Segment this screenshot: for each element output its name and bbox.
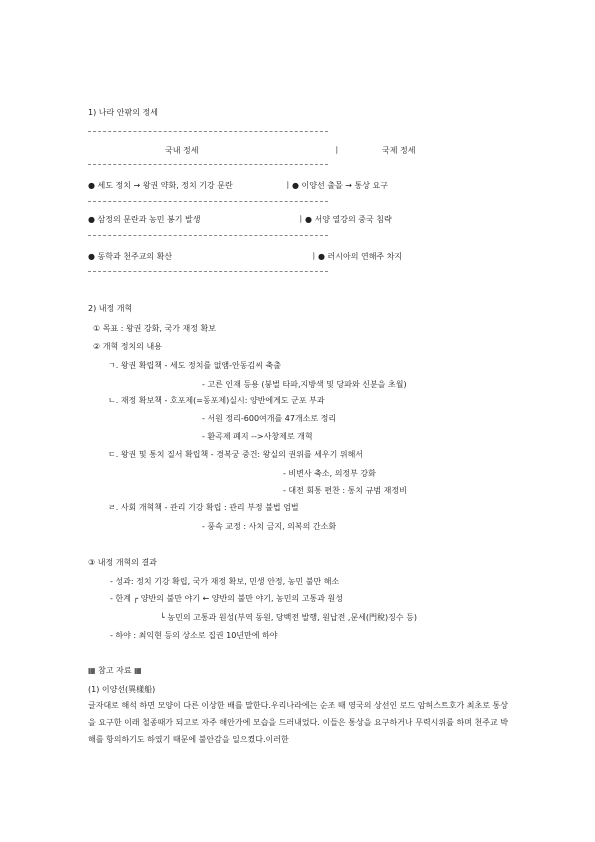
col-divider: ㅣ <box>333 146 341 155</box>
row-divider: ㅣ <box>297 215 305 224</box>
domestic-item: ● 세도 정치 → 왕권 약화, 정치 기강 문란 <box>88 181 233 190</box>
section3-heading: ③ 내정 개혁의 결과 <box>88 558 157 567</box>
reform-subitem: - 대전 회통 편찬 : 통치 규범 재정비 <box>283 486 407 495</box>
section1-heading: 1) 나라 안팎의 정세 <box>88 108 158 117</box>
foreign-item: ● 이양선 출몰 → 통상 요구 <box>292 181 388 190</box>
result-item: - 하야 : 최익현 등의 상소로 집권 10년만에 하야 <box>110 631 278 640</box>
domestic-item: ● 삼정의 문란과 농민 봉기 발생 <box>88 215 201 224</box>
divider <box>88 131 328 132</box>
reform-subitem: - 풍속 교정 : 사치 금지, 의복의 간소화 <box>202 522 337 531</box>
result-subitem: └ 농민의 고통과 원성(부역 동원, 당백전 발행, 원납전 ,문세(門稅)징수 등) <box>160 613 418 622</box>
reference-heading: ▦ 참고 자료 ▦ <box>88 666 142 675</box>
foreign-item: ● 러시아의 연해주 차지 <box>318 252 403 261</box>
divider <box>88 271 328 272</box>
reform-goal: ① 목표 : 왕권 강화, 국가 재정 확보 <box>93 324 216 333</box>
reform-subitem: - 서원 정리-600여개를 47개소로 정리 <box>202 414 337 423</box>
section2-heading: 2) 내정 개혁 <box>88 304 133 313</box>
reform-item: ㄹ. 사회 개혁책 - 관리 기강 확립 : 관리 부정 불법 엄벌 <box>108 503 299 512</box>
reference-paragraph: 글자대로 해석 하면 모양이 다른 이상한 배를 말한다.우리나라에는 순조 때 영국의 상선인 로드 암허스트호가 최초로 통상을 요구한 이래 철종때가 되고로 자주 해안가에 모습을 드러내었다. 이들은 통상을 요구하거나 무력시위를 하며 천주교 박해를 항의하기도 하였기 때문에 불안감을 일으켰다.이러한 <box>88 701 508 744</box>
col-domestic-header: 국내 정세 <box>165 146 199 155</box>
reform-subitem: - 비변사 축소, 의정부 강화 <box>283 469 376 478</box>
reform-item: ㄱ. 왕권 확립책 - 세도 정치를 없앰-안동김씨 축출 <box>108 361 281 370</box>
reform-subitem: - 고른 인재 등용 (붕벌 타파,지방색 및 당파와 신분을 초월) <box>202 380 407 389</box>
row-divider: ㅣ <box>284 181 292 190</box>
divider <box>88 201 328 202</box>
divider <box>88 164 328 165</box>
foreign-item: ● 서양 열강의 중국 침략 <box>305 215 392 224</box>
row-divider: ㅣ <box>310 252 318 261</box>
col-foreign-header: 국제 정세 <box>382 146 416 155</box>
reform-item: ㄴ. 재정 확보책 - 호포제(=동포제)실시: 양반에게도 군포 부과 <box>108 396 325 405</box>
reference-subheading: (1) 이양선(異樣船) <box>88 685 156 694</box>
domestic-item: ● 동학과 천주교의 확산 <box>88 252 173 261</box>
divider <box>88 235 328 236</box>
result-item: - 성과: 정치 기강 확립, 국가 재정 확보, 민생 안정, 농민 불만 해소 <box>110 577 340 586</box>
reform-content-heading: ② 개혁 정치의 내용 <box>93 342 162 351</box>
reform-item: ㄷ. 왕권 및 통치 질서 확립책 - 경복궁 중건: 왕실의 권위를 세우기 위해서 <box>108 450 364 459</box>
reform-subitem: - 환곡제 폐지 -->사창제로 개혁 <box>202 432 313 441</box>
result-item: - 한계 ┌ 양반의 불만 야기 ← 양반의 불만 야기, 농민의 고통과 원성 <box>110 594 343 603</box>
